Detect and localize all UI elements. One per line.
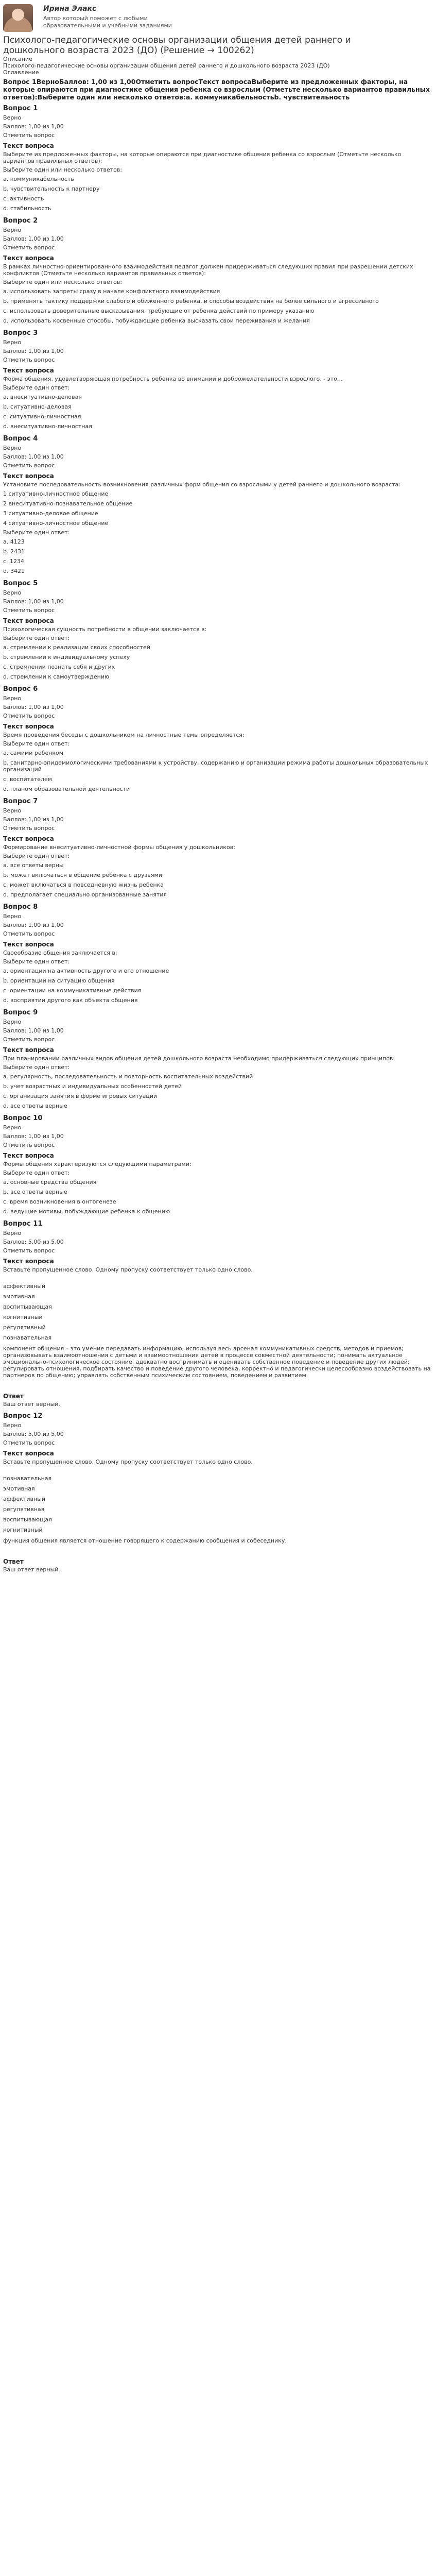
answer-option[interactable]: a. все ответы верны [3,862,64,869]
answer-option[interactable]: c. ориентации на коммуникативные действия [3,987,142,994]
word-option[interactable]: аффективный [3,1496,46,1502]
answer-option[interactable]: b. 2431 [3,548,25,555]
question-score: Баллов: 1,00 из 1,00 [3,1133,64,1140]
question-11 [3,1219,433,1409]
author-header [3,0,433,33]
question-text-label: Текст вопроса [3,941,54,948]
question-text-label: Текст вопроса [3,472,54,480]
question-text: Выберите из предложенных факторы, на которые опираются при диагностике общения ребенка со взрослым (Отметьте несколько вариантов правильных ответов): [3,151,402,164]
question-score: Баллов: 1,00 из 1,00 [3,348,64,354]
question-score: Баллов: 1,00 из 1,00 [3,1027,64,1034]
flag-question-link[interactable]: Отметить вопрос [3,462,55,469]
sequence-item: 2 внеситуативно-познавательное общение [3,500,133,507]
answer-option[interactable]: a. ориентации на активность другого и его отношение [3,968,169,974]
answer-prompt: Выберите один ответ: [3,529,70,536]
answer-option[interactable]: c. воспитателем [3,776,53,783]
question-text-label: Текст вопроса [3,1450,54,1457]
question-10 [3,1114,433,1216]
answer-option[interactable]: b. стремлении к индивидуальному успеху [3,654,130,660]
question-2 [3,216,433,326]
flag-question-link[interactable]: Отметить вопрос [3,1142,55,1148]
status-correct: Верно [3,114,22,121]
word-option[interactable]: регулятивная [3,1506,45,1513]
status-correct: Верно [3,1019,22,1025]
question-score: Баллов: 1,00 из 1,00 [3,816,64,823]
question-text: Вставьте пропущенное слово. Одному пропуску соответствует только одно слово. [3,1459,253,1465]
status-correct: Верно [3,339,22,346]
question-text-label: Текст вопроса [3,835,54,842]
answer-prompt: Выберите один ответ: [3,384,70,391]
question-heading: Вопрос 10 [3,1114,43,1122]
status-correct: Верно [3,1124,22,1131]
question-text: Своеобразие общения заключается в: [3,950,117,956]
word-option[interactable]: воспитывающая [3,1516,52,1523]
question-text-label: Текст вопроса [3,1046,54,1054]
question-heading: Вопрос 11 [3,1220,43,1228]
question-text: При планировании различных видов общения детей дошкольного возраста необходимо придерживаться следующих принципов: [3,1055,395,1062]
flag-question-link[interactable]: Отметить вопрос [3,1247,55,1254]
answer-option[interactable]: d. планом образовательной деятельности [3,786,130,792]
answer-option[interactable]: b. применять тактику поддержки слабого и обиженного ребенка, и способы воздействия на более сильного и агрессивного [3,298,379,304]
question-9 [3,1008,433,1111]
question-text: Форма общения, удовлетворяющая потребность ребенка во внимании и доброжелательности взрослого, - это… [3,376,343,382]
flag-question-link[interactable]: Отметить вопрос [3,825,55,832]
answer-prompt: Выберите один ответ: [3,1064,70,1071]
answer-option[interactable]: d. 3421 [3,568,25,574]
answer-option[interactable]: a. основные средства общения [3,1179,97,1185]
question-text: Установите последовательность возникновения различных форм общения со взрослыми у детей раннего и дошкольного возраста: [3,481,400,488]
answer-option[interactable]: a. использовать запреты сразу в начале конфликтного взаимодействия [3,288,220,295]
answer-label: Ответ [3,1558,24,1565]
question-text-label: Текст вопроса [3,1152,54,1159]
status-correct: Верно [3,1230,22,1236]
question-score: Баллов: 1,00 из 1,00 [3,123,64,130]
status-correct: Верно [3,589,22,596]
answer-prompt: Выберите один ответ: [3,635,70,641]
answer-option[interactable]: d. все ответы верные [3,1103,67,1109]
answer-option[interactable]: c. время возникновения в онтогенезе [3,1198,116,1205]
answer-option[interactable]: c. 1234 [3,558,25,565]
answer-option[interactable]: d. ведущие мотивы, побуждающие ребенка к общению [3,1208,170,1215]
description-text: Психолого-педагогические основы организации общения детей раннего и дошкольного возраста 2023 (ДО) [3,62,330,69]
flag-question-link[interactable]: Отметить вопрос [3,244,55,251]
question-6 [3,685,433,794]
answer-option[interactable]: a. внеситуативно-деловая [3,394,82,400]
question-score: Баллов: 1,00 из 1,00 [3,235,64,242]
answer-option[interactable]: b. чувствительность к партнеру [3,185,100,192]
answer-option[interactable]: d. стремлении к самоутверждению [3,673,110,680]
flag-question-link[interactable]: Отметить вопрос [3,930,55,937]
answer-option[interactable]: c. стремлении познать себя и других [3,664,115,670]
fill-in-paragraph: компонент общения – это умение передавать информацию, используя весь арсенал коммуникативных средств, методов и приемов; организовывать взаимоотношения с детьми и взаимоотношения детей в процессе совместной деятельности; понимать актуальное эмоционально-психологическое состояние, адекватно воспринимать и оценивать собственное поведение и поведение других людей; регулировать отношения, подбирать качество и поведение другого человека, корректно и педагогически целесообразно воздействовать на партнеров по общению; управлять собственным психическим состоянием, поведением и развитием. [3,1345,431,1379]
question-heading: Вопрос 2 [3,217,38,225]
answer-option[interactable]: c. организация занятия в форме игровых ситуаций [3,1093,158,1099]
author-avatar[interactable] [3,4,33,32]
answer-option[interactable]: b. санитарно-эпидемиологическими требованиями к устройству, содержанию и организации режима работы дошкольных образовательных организаций [3,759,428,773]
answer-option[interactable]: b. может включаться в общение ребенка с друзьями [3,872,162,878]
question-heading: Вопрос 4 [3,435,38,443]
status-correct: Верно [3,913,22,920]
question-7 [3,797,433,900]
author-info [43,4,198,29]
question-heading: Вопрос 9 [3,1009,38,1016]
question-text-label: Текст вопроса [3,723,54,730]
question-5 [3,579,433,682]
question-4 [3,434,433,576]
word-option[interactable]: воспитывающая [3,1303,52,1310]
flag-question-link[interactable]: Отметить вопрос [3,1439,55,1446]
answer-option[interactable]: d. использовать косвенные способы, побуждающие ребенка высказать свои переживания и желания [3,317,310,324]
question-text-label: Текст вопроса [3,367,54,374]
fill-in-paragraph: функция общения является отношение говорящего к содержанию сообщения и собеседнику. [3,1537,287,1544]
question-text: Время проведения беседы с дошкольником на личностные темы определяется: [3,732,245,738]
answer-option[interactable]: a. самими ребенком [3,750,64,756]
flag-question-link[interactable]: Отметить вопрос [3,1036,55,1043]
question-text: Психологическая сущность потребности в общении заключается в: [3,626,207,633]
question-text-label: Текст вопроса [3,255,54,262]
question-heading: Вопрос 1 [3,105,38,112]
question-heading: Вопрос 8 [3,903,38,911]
answer-label: Ответ [3,1393,24,1400]
answer-prompt: Выберите один ответ: [3,958,70,965]
answer-option[interactable]: d. стабильность [3,205,51,212]
status-correct: Верно [3,445,22,451]
question-heading: Вопрос 3 [3,329,38,337]
flag-question-link[interactable]: Отметить вопрос [3,357,55,363]
question-score: Баллов: 1,00 из 1,00 [3,453,64,460]
question-1 [3,104,433,213]
answer-feedback: Ваш ответ верный. [3,1566,60,1573]
question-text: В рамках личностно-ориентированного взаимодействия педагог должен придерживаться следующих правил при разрешении детских конфликтов (Отметьте несколько вариантов правильных ответов): [3,263,413,277]
answer-prompt: Выберите один ответ: [3,1170,70,1176]
answer-option[interactable]: a. 4123 [3,538,25,545]
flag-question-link[interactable]: Отметить вопрос [3,713,55,719]
word-option[interactable]: регулятивный [3,1324,46,1331]
question-text-label: Текст вопроса [3,1258,54,1265]
question-text: Вставьте пропущенное слово. Одному пропуску соответствует только одно слово. [3,1266,253,1273]
question-text: Формы общения характеризуются следующими параметрами: [3,1161,191,1167]
author-description: Автор который поможет с любыми образовательными и учебными заданиями [43,15,172,29]
question-text: Формирование внеситуативно-личностной формы общения у дошкольников: [3,844,235,851]
word-option[interactable]: когнитивный [3,1314,43,1320]
answer-prompt: Выберите один ответ: [3,853,70,859]
answer-option[interactable]: b. учет возрастных и индивидуальных особенностей детей [3,1083,182,1090]
flag-question-link[interactable]: Отметить вопрос [3,607,55,614]
word-option[interactable]: познавательная [3,1475,52,1482]
answer-option[interactable]: b. ситуативно-деловая [3,403,72,410]
question-score: Баллов: 1,00 из 1,00 [3,922,64,928]
word-option[interactable]: аффективный [3,1283,46,1290]
question-heading: Вопрос 6 [3,685,38,693]
answer-prompt: Выберите один или несколько ответов: [3,279,123,285]
word-option[interactable]: познавательная [3,1334,52,1341]
answer-option[interactable]: b. ориентации на ситуацию общения [3,977,115,984]
answer-option[interactable]: d. восприятии другого как объекта общения [3,997,138,1004]
flag-question-link[interactable]: Отметить вопрос [3,132,55,139]
word-option[interactable]: эмотивная [3,1293,35,1300]
question-score: Баллов: 5,00 из 5,00 [3,1431,64,1437]
question-heading: Вопрос 5 [3,580,38,587]
question-score: Баллов: 5,00 из 5,00 [3,1239,64,1245]
question-score: Баллов: 1,00 из 1,00 [3,704,64,710]
sequence-item: 3 ситуативно-деловое общение [3,510,98,517]
question-summary: Вопрос 1ВерноБаллов: 1,00 из 1,00Отметить вопросТекст вопросаВыберите из предложенных факторы, на которые опираются при диагностике общения ребенка со взрослым (Отметьте несколько вариантов правильных ответов):Выберите один или несколько ответов:a. коммуникабельностьb. чувствительность [3,78,430,101]
answer-option[interactable]: c. может включаться в повседневную жизнь ребенка [3,882,164,888]
answer-option[interactable]: c. использовать доверительные высказывания, требующие от ребенка действий по примеру указанию [3,308,315,314]
answer-option[interactable]: a. коммуникабельность [3,176,74,182]
question-12 [3,1412,433,1574]
status-correct: Верно [3,1422,22,1429]
question-heading: Вопрос 7 [3,798,38,805]
status-correct: Верно [3,695,22,702]
answer-feedback: Ваш ответ верный. [3,1401,60,1408]
answer-option[interactable]: c. ситуативно-личностная [3,413,81,420]
word-option[interactable]: когнитивный [3,1527,43,1533]
question-3 [3,329,433,431]
word-bank [3,1279,433,1341]
question-text-label: Текст вопроса [3,142,54,149]
answer-option[interactable]: a. стремлении к реализации своих способностей [3,644,150,651]
question-heading: Вопрос 12 [3,1412,43,1420]
question-list [3,104,433,1216]
sequence-item: 1 ситуативно-личностное общение [3,490,109,497]
word-bank [3,1471,433,1533]
word-option[interactable]: эмотивная [3,1485,35,1492]
answer-option[interactable]: d. предполагает специально организованные занятия [3,891,167,898]
page-title: Психолого-педагогические основы организации общения детей раннего и дошкольного возраста 2023 (ДО) (Решение → 100262) [3,35,351,56]
question-8 [3,903,433,1005]
sequence-item: 4 ситуативно-личностное общение [3,520,109,527]
status-correct: Верно [3,807,22,814]
answer-prompt: Выберите один или несколько ответов: [3,166,123,173]
answer-prompt: Выберите один ответ: [3,740,70,747]
question-score: Баллов: 1,00 из 1,00 [3,598,64,605]
answer-option[interactable]: c. активность [3,195,44,202]
answer-option[interactable]: a. регулярность, последовательность и повторность воспитательных воздействий [3,1073,253,1080]
author-name[interactable]: Ирина Элакс [43,5,97,13]
answer-option[interactable]: d. внеситуативно-личностная [3,423,92,430]
status-correct: Верно [3,227,22,233]
contents-heading: Оглавление [3,69,39,76]
question-text-label: Текст вопроса [3,617,54,624]
answer-option[interactable]: b. все ответы верные [3,1189,67,1195]
description-heading: Описание [3,56,32,62]
